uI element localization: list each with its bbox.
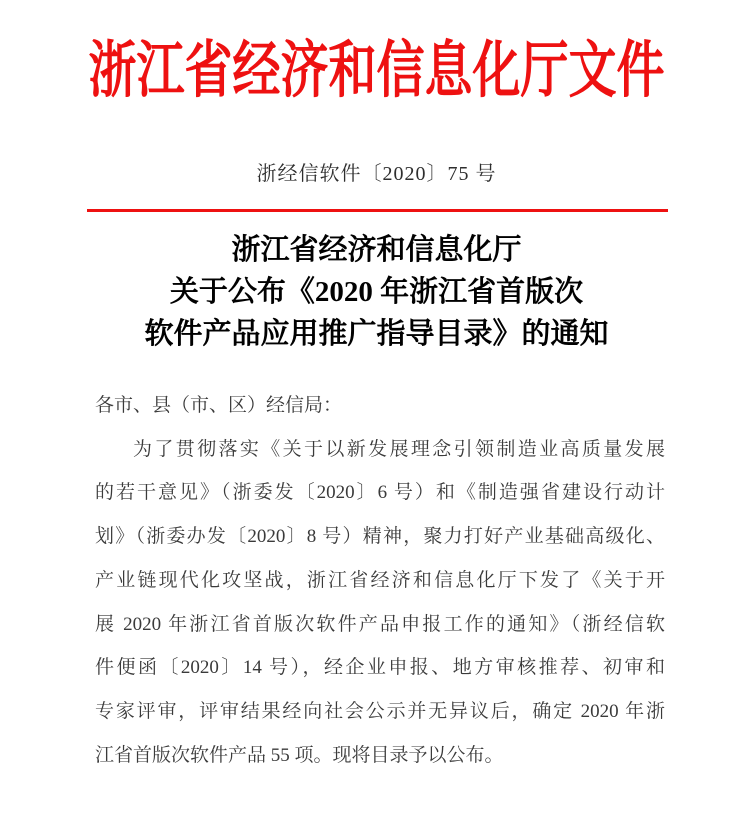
body-line: 的若干意见》（浙委发〔2020〕6 号）和《制造强省建设行动计 <box>95 482 665 504</box>
notice-title-line: 软件产品应用推广指导目录》的通知 <box>144 318 609 350</box>
notice-paragraph <box>95 428 665 778</box>
agency-banner-title: 浙江省经济和信息化厅文件 <box>88 37 665 106</box>
red-header-banner <box>0 36 753 106</box>
notice-title-line: 浙江省经济和信息化厅 <box>231 234 522 266</box>
doc-reference-number: 浙经信软件〔2020〕75 号 <box>256 163 497 185</box>
body-line: 划》（浙委办发〔2020〕8 号）精神，聚力打好产业基础高级化、 <box>95 526 665 548</box>
salutation-line: 各市、县（市、区）经信局： <box>95 395 343 416</box>
body-line: 专家评审，评审结果经向社会公示并无异议后，确定 2020 年浙 <box>95 700 665 722</box>
body-line: 产业链现代化攻坚战，浙江省经济和信息化厅下发了《关于开 <box>95 569 665 591</box>
body-line: 展 2020 年浙江省首版次软件产品申报工作的通知》（浙经信软 <box>95 613 665 635</box>
red-divider-line <box>87 209 668 212</box>
notice-title-line: 关于公布《2020 年浙江省首版次 <box>169 276 584 308</box>
body-line: 江省首版次软件产品 55 项。现将目录予以公布。 <box>95 744 504 766</box>
notice-body <box>95 384 665 777</box>
body-line: 件便函〔2020〕14 号），经企业申报、地方审核推荐、初审和 <box>95 657 665 679</box>
body-line: 为了贯彻落实《关于以新发展理念引领制造业高质量发展 <box>133 438 665 460</box>
notice-title <box>0 229 753 355</box>
